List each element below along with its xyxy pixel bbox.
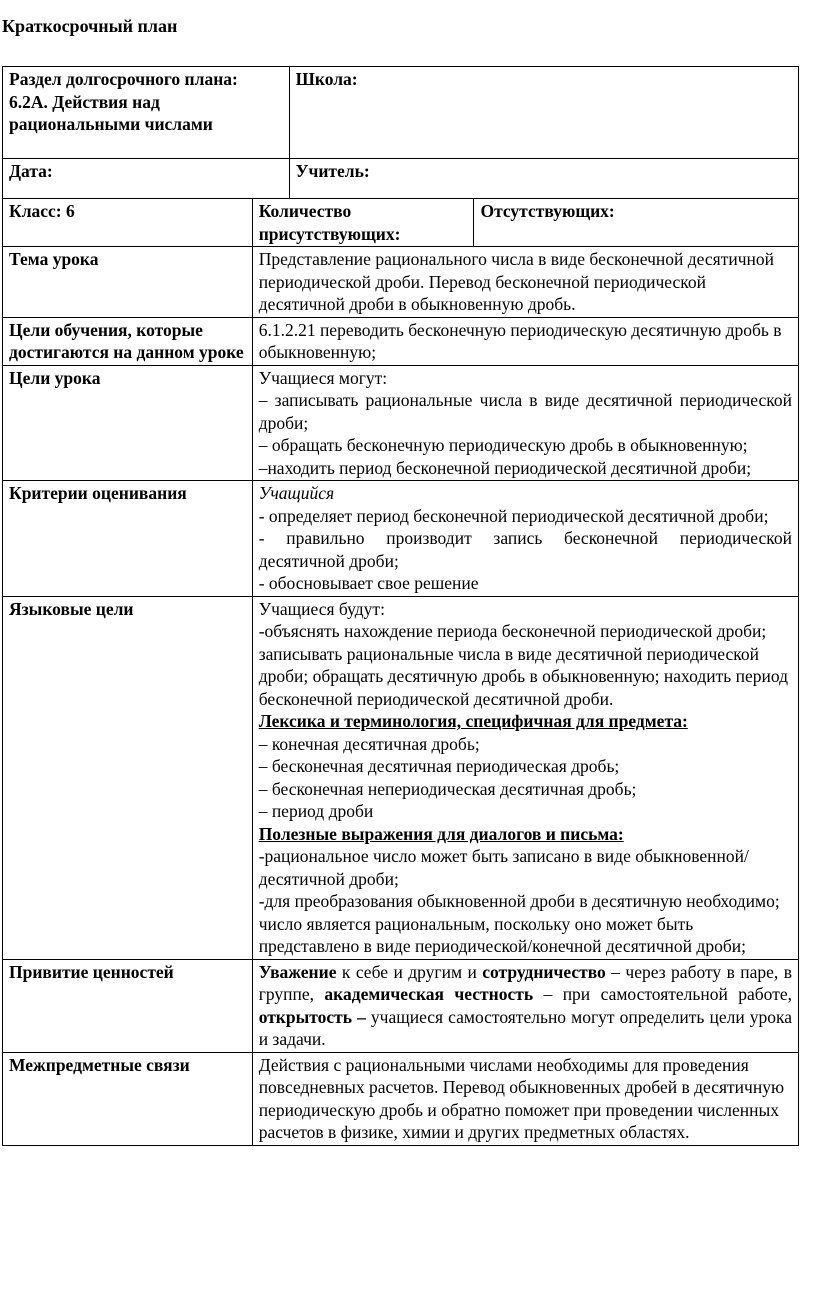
criteria-line: - правильно производит запись бесконечной периодической десятичной дроби; [258, 528, 792, 571]
criteria-line: - обосновывает свое решение [258, 573, 479, 593]
date-cell [3, 159, 290, 199]
phrases-heading: Полезные выражения для диалогов и письма: [258, 823, 624, 844]
present-cell [252, 199, 474, 247]
values-label: Привитие ценностей [3, 959, 253, 1052]
lesson-goals-line: Учащиеся могут: [258, 367, 388, 388]
values-fragment: – через работу в паре, в группе, [258, 961, 792, 1004]
lesson-goals-line: –находить период бесконечной периодической десятичной дроби; [258, 457, 752, 478]
class-cell [3, 199, 253, 247]
class-label: Класс: 6 [9, 201, 75, 221]
lesson-goals-line: – записывать рациональные числа в виде десятичной периодической дроби; [258, 390, 792, 433]
language-label: Языковые цели [3, 596, 253, 959]
phrase-item: -рациональное число может быть записано в виде обыкновенной/десятичной дроби; [258, 846, 749, 889]
language-cell [252, 596, 798, 959]
interdisciplinary-text: Действия с рациональными числами необходимы для проведения повседневных расчетов. Перевод обыкновенных дробей в десятичную периодическую дробь и обратно поможет при проведении численных расчетов в физике, химии и других предметных областях. [252, 1052, 798, 1145]
values-fragment: учащиеся самостоятельно могут определить цели урока и задачи. [258, 1006, 792, 1049]
vocab-item: – бесконечная непериодическая десятичная дробь; [258, 778, 637, 799]
phrase-item: -для преобразования обыкновенной дроби в десятичную необходимо; число является рациональным, поскольку оно может быть представлено в виде периодической/конечной десятичной дроби; [258, 891, 780, 956]
value-respect: Уважение [258, 961, 337, 982]
date-label: Дата: [9, 161, 53, 181]
learning-goals-text: 6.1.2.21 переводить бесконечную периодическую десятичную дробь в обыкновенную; [252, 317, 798, 365]
lesson-goals-label: Цели урока [3, 365, 253, 481]
language-intro: Учащиеся будут: [258, 598, 385, 619]
page-title: Краткосрочный план [2, 16, 178, 36]
lesson-goals-line: – обращать бесконечную периодическую дробь в обыкновенную; [258, 435, 748, 455]
vocab-item: – бесконечная десятичная периодическая дробь; [258, 756, 620, 776]
lesson-plan-table [2, 66, 799, 1146]
values-fragment: к себе и другим и [336, 961, 483, 982]
present-label: Количество присутствующих: [258, 201, 401, 244]
absent-cell [474, 199, 799, 247]
interdisciplinary-label: Межпредметные связи [3, 1052, 253, 1145]
section-value: 6.2А. Действия над рациональными числами [9, 91, 213, 134]
school-label: Школа: [295, 69, 358, 89]
value-honesty: академическая честность [324, 984, 534, 1004]
school-cell [289, 67, 798, 159]
criteria-cell [252, 481, 798, 597]
absent-label: Отсутствующих: [480, 201, 615, 221]
section-label: Раздел долгосрочного плана: [9, 69, 238, 89]
language-text: -объяснять нахождение периода бесконечной периодической дроби; записывать рациональные числа в виде десятичной периодической дроби; обращать десятичную дробь в обыкновенную; находить период бесконечной периодической десятичной дроби. [258, 621, 789, 709]
section-cell [3, 67, 290, 159]
lesson-goals-cell [252, 365, 798, 481]
criteria-label: Критерии оценивания [3, 481, 253, 597]
values-text [252, 959, 798, 1052]
value-cooperation: сотрудничество [482, 961, 606, 982]
values-fragment: – при самостоятельной работе, [533, 984, 792, 1004]
teacher-label: Учитель: [295, 161, 370, 181]
criteria-line: - определяет период бесконечной периодической десятичной дроби; [258, 505, 769, 526]
learning-goals-label: Цели обучения, которые достигаются на данном уроке [3, 317, 253, 365]
topic-text: Представление рационального числа в виде бесконечной десятичной периодической дроби. Перевод бесконечной периодической десятичной дроби в обыкновенную дробь. [252, 247, 798, 318]
vocab-item: – конечная десятичная дробь; [258, 733, 480, 754]
vocab-heading: Лексика и терминология, специфичная для предмета: [258, 711, 688, 731]
value-openness: открытость – [258, 1006, 366, 1027]
criteria-lead: Учащийся [258, 483, 335, 503]
teacher-cell [289, 159, 798, 199]
topic-label: Тема урока [3, 247, 253, 318]
vocab-item: – период дроби [258, 801, 374, 821]
